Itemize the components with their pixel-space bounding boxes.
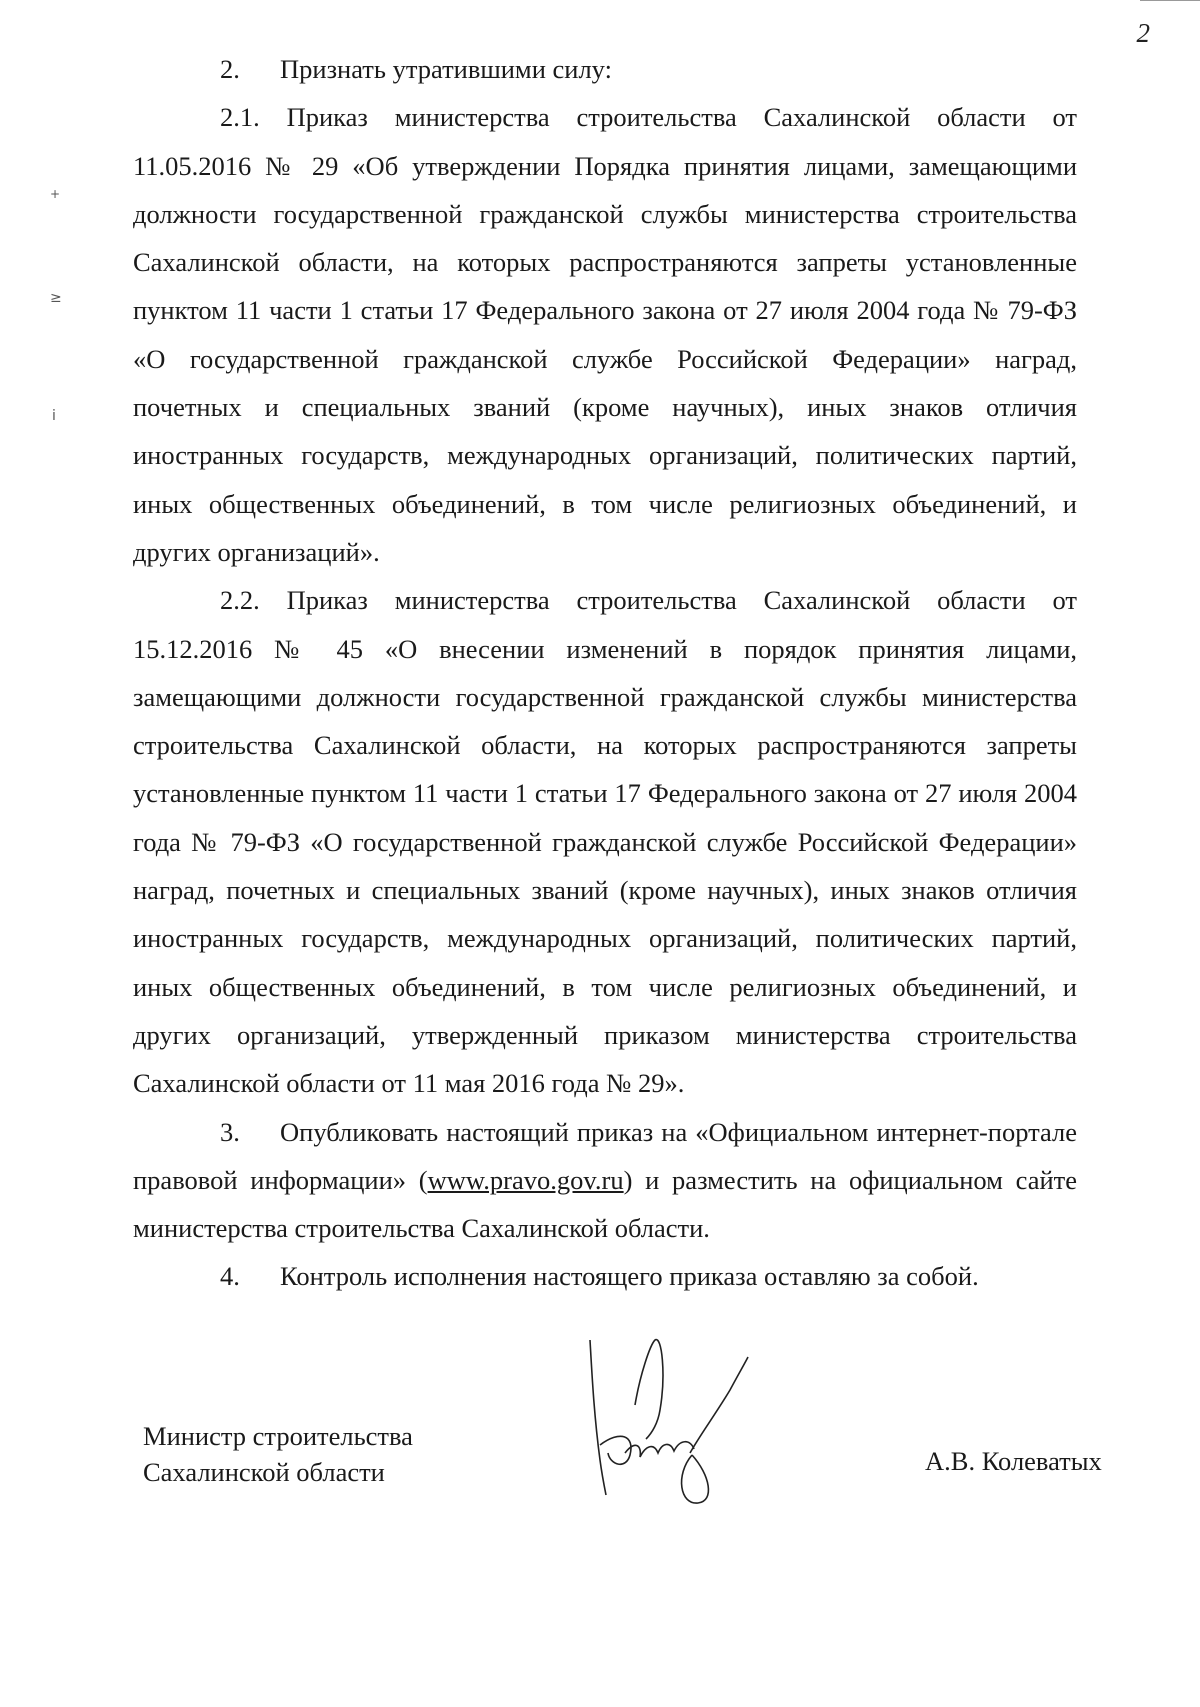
item-2 (133, 45, 1077, 93)
paragraph-2-2: 2.2. Приказ министерства строительства Сахалинской области от 15.12.2016 № 45 «О внесении изменений в порядок принятия лицами, замещающими должности государственной гражданской службы министерства строительства Сахалинской области, на которых распространяются запреты установленные пунктом 11 части 1 статьи 17 Федерального закона от 27 июля 2004 года № 79-ФЗ «О государственной гражданской службе Российской Федерации» наград, почетных и специальных званий (кроме научных), иных знаков отличия иностранных государств, международных организаций, политических партий, иных общественных объединений, в том числе религиозных объединений, и других организаций, утвержденный приказом министерства строительства Сахалинской области от 11 мая 2016 года № 29». (133, 585, 1077, 1099)
svg-text:+: + (50, 190, 61, 201)
signer-title-line-1: Министр строительства (143, 1421, 413, 1451)
item-number: 4. (220, 1261, 240, 1292)
item-3 (133, 1108, 1077, 1253)
svg-text:ⅰ: ⅰ (52, 408, 56, 424)
pravo-link[interactable]: www.pravo.gov.ru (427, 1164, 624, 1195)
item-number: 3. (220, 1116, 240, 1147)
paragraph-2-1: 2.1. Приказ министерства строительства Сахалинской области от 11.05.2016 № 29 «Об утверждении Порядка принятия лицами, замещающими должности государственной гражданской службы министерства строительства Сахалинской области, на которых распространяются запреты установленные пунктом 11 части 1 статьи 17 Федерального закона от 27 июля 2004 года № 79-ФЗ «О государственной гражданской службе Российской Федерации» наград, почетных и специальных званий (кроме научных), иных знаков отличия иностранных государств, международных организаций, политических партий, иных общественных объединений, в том числе религиозных объединений, и других организаций». (133, 102, 1077, 567)
margin-marks-decoration (48, 190, 68, 470)
handwritten-signature (580, 1335, 750, 1510)
page-number: 2 (1136, 18, 1150, 48)
signer-title-block (143, 1418, 413, 1490)
scan-edge-line (1140, 0, 1200, 1)
item-text-after-link: ) и разместить на официальном сайте министерства строительства Сахалинской области. (133, 1164, 1078, 1244)
svg-text:≥: ≥ (50, 290, 62, 306)
signer-title-line-2: Сахалинской области (143, 1457, 385, 1487)
item-number: 2. (220, 54, 240, 84)
signer-name: А.В. Колеватых (925, 1446, 1102, 1476)
item-text-before-link: Опубликовать настоящий приказ на «Официальном интернет-портале правовой информации» ( (133, 1116, 1077, 1195)
item-text: Контроль исполнения настоящего приказа оставляю за собой. (280, 1261, 979, 1292)
item-4 (133, 1252, 1077, 1300)
document-body (133, 45, 1077, 1301)
item-text: Признать утратившими силу: (280, 54, 612, 84)
